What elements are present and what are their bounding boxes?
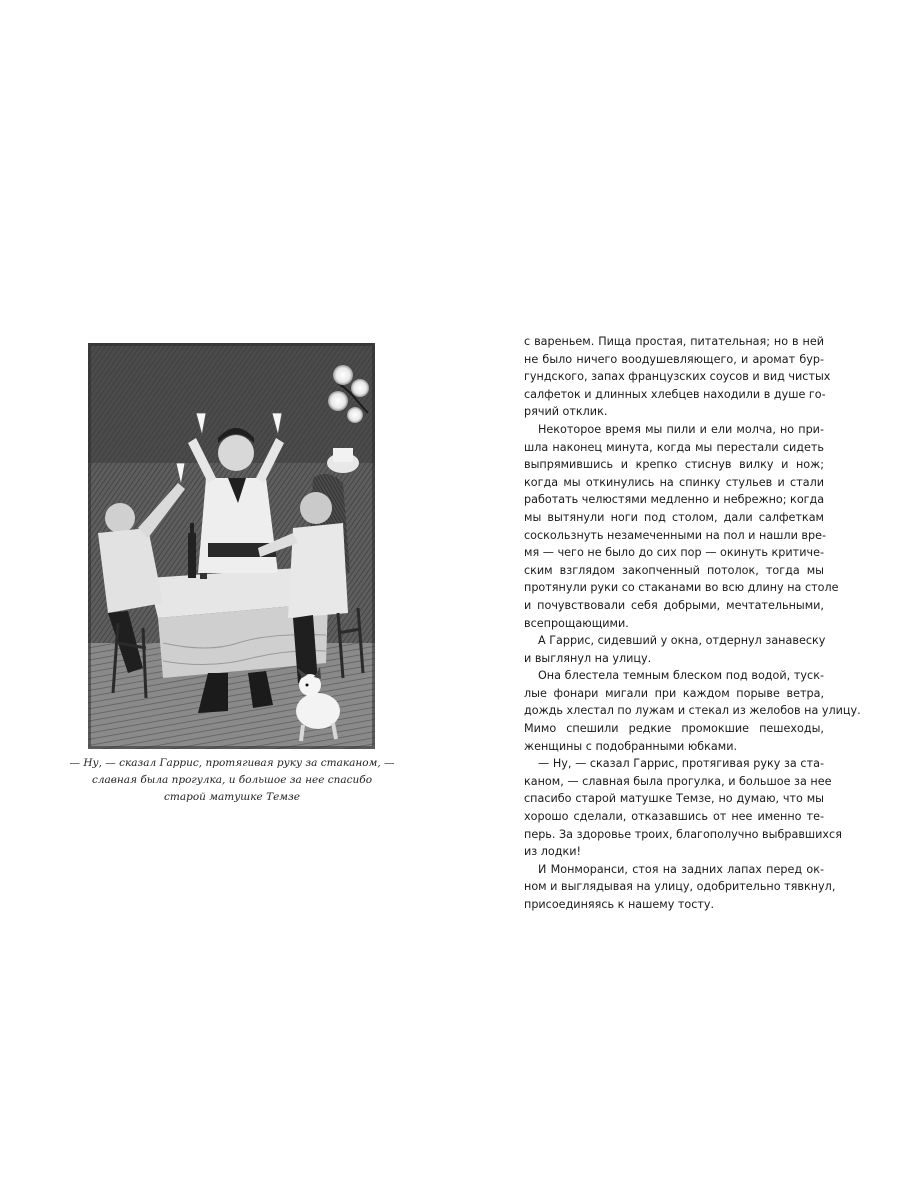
text-line: — Ну, — сказал Гаррис, протягивая руку за ста- xyxy=(538,757,824,771)
text-line: присоединяясь к нашему тосту. xyxy=(524,898,715,911)
text-line: работать челюстями медленно и небрежно; когда xyxy=(524,493,825,507)
text-line: хорошо сделали, отказавшись от нее именно те- xyxy=(524,810,824,824)
caption-line: старой матушке Темзе xyxy=(164,791,300,803)
text-line: дождь хлестал по лужам и стекал из желобов на улицу. xyxy=(524,704,861,718)
text-line: мы вытянули ноги под столом, дали салфеткам xyxy=(524,510,824,524)
text-line: Мимо спешили редкие промокшие пешеходы, xyxy=(524,722,824,736)
paragraph xyxy=(524,333,831,421)
paragraph xyxy=(524,632,824,667)
text-line: Она блестела темным блеском под водой, туск- xyxy=(538,669,824,683)
text-line: А Гаррис, сидевший у окна, отдернул занавеску xyxy=(538,634,826,648)
caption-line: — Ну, — сказал Гаррис, протягивая руку за стаканом, — xyxy=(69,757,395,769)
text-line: рячий отклик. xyxy=(524,405,608,419)
text-line: из лодки! xyxy=(524,845,582,859)
paragraph xyxy=(524,421,839,632)
text-line: гундского, запах французских соусов и вид чистых xyxy=(524,370,831,384)
text-line: перь. За здоровье троих, благополучно выбравшихся xyxy=(524,827,842,841)
text-line: выпрямившись и крепко стиснув вилку и нож; xyxy=(524,458,824,472)
text-line: лые фонари мигали при каждом порыве ветра, xyxy=(524,686,824,700)
paragraph xyxy=(524,861,836,914)
text-line: шла наконец минута, когда мы перестали сидеть xyxy=(524,440,824,454)
text-line: женщины с подобранными юбками. xyxy=(524,739,738,753)
text-line: каном, — славная была прогулка, и большое за нее xyxy=(524,774,832,788)
caption-line: славная была прогулка, и большое за нее спасибо xyxy=(91,774,373,786)
text-line: ским взглядом закопченный потолок, тогда мы xyxy=(524,563,824,577)
text-line: протянули руки со стаканами во всю длину на столе xyxy=(524,581,839,595)
dinner-toast-engraving xyxy=(88,343,375,749)
text-line: спасибо старой матушке Темзе, но думаю, что мы xyxy=(524,792,824,806)
text-line: не было ничего воодушевляющего, и аромат бур- xyxy=(524,352,824,366)
text-line: мя — чего не было до сих пор — окинуть критиче- xyxy=(524,546,824,560)
text-line: и выглянул на улицу. xyxy=(524,651,652,665)
text-line: и почувствовали себя добрыми, мечтательными, xyxy=(524,598,824,612)
text-line: салфеток и длинных хлебцев находили в душе го- xyxy=(524,387,826,401)
text-line: Некоторое время мы пили и ели молча, но при- xyxy=(538,422,824,436)
text-line: соскользнуть незамеченными на пол и нашли вре- xyxy=(524,528,827,542)
paragraph xyxy=(524,667,861,755)
text-line: когда мы откинулись на спинку стульев и стали xyxy=(524,475,824,489)
text-line: И Монморанси, стоя на задних лапах перед ок- xyxy=(538,862,824,876)
body-text xyxy=(524,333,861,914)
illustration-caption xyxy=(60,755,404,806)
text-line: всепрощающими. xyxy=(524,616,629,630)
paragraph xyxy=(524,755,842,861)
text-line: ном и выглядывая на улицу, одобрительно тявкнул, xyxy=(524,880,836,894)
text-line: с вареньем. Пища простая, питательная; но в ней xyxy=(524,335,824,348)
illustration xyxy=(88,343,375,749)
